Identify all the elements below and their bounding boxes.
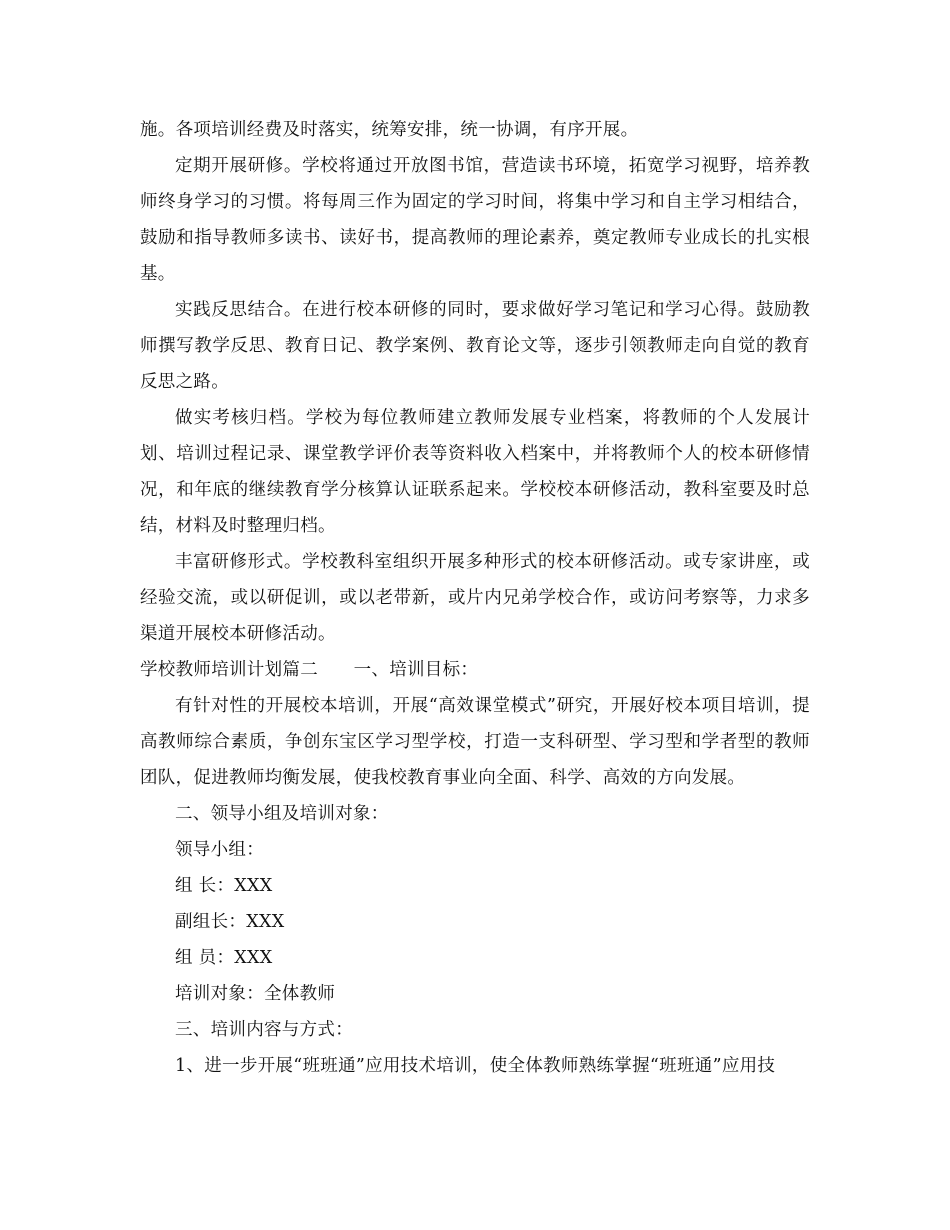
paragraph-research-forms: 丰富研修形式。学校教科室组织开展多种形式的校本研修活动。或专家讲座，或经验交流，或以研促训，或以老带新，或片内兄弟学校合作，或访问考察等，力求多渠道开展校本研修活动。 <box>140 552 810 644</box>
list-item-content-heading: 三、培训内容与方式： <box>175 1020 353 1040</box>
document-body <box>140 112 810 1084</box>
paragraph-training-goal: 有针对性的开展校本培训，开展“高效课堂模式”研究，开展好校本项目培训，提高教师综合素质，争创东宝区学习型学校，打造一支科研型、学习型和学者型的教师团队，促进教师均衡发展，使我校教育事业向全面、科学、高效的方向发展。 <box>140 696 810 788</box>
list-item-deputy-leader: 副组长：XXX <box>175 912 285 932</box>
paragraph-regular-study: 定期开展研修。学校将通过开放图书馆，营造读书环境，拓宽学习视野，培养教师终身学习的习惯。将每周三作为固定的学习时间，将集中学习和自主学习相结合，鼓励和指导教师多读书、读好书，提高教师的理论素养，奠定教师专业成长的扎实根基。 <box>140 156 810 284</box>
list-item-group-member: 组 员：XXX <box>175 948 273 968</box>
list-item-class-tech-training: 1、进一步开展“班班通”应用技术培训，使全体教师熟练掌握“班班通”应用技 <box>175 1056 776 1076</box>
paragraph-practice-reflection: 实践反思结合。在进行校本研修的同时，要求做好学习笔记和学习心得。鼓励教师撰写教学反思、教育日记、教学案例、教育论文等，逐步引领教师走向自觉的教育反思之路。 <box>140 300 810 392</box>
section-heading: 学校教师培训计划篇二 一、培训目标： <box>140 660 479 680</box>
list-item-leadership-heading: 二、领导小组及培训对象： <box>175 804 389 824</box>
paragraph-assessment-archive: 做实考核归档。学校为每位教师建立教师发展专业档案，将教师的个人发展计划、培训过程记录、课堂教学评价表等资料收入档案中，并将教师个人的校本研修情况，和年底的继续教育学分核算认证联系起来。学校校本研修活动，教科室要及时总结，材料及时整理归档。 <box>140 408 810 536</box>
list-item-training-target: 培训对象：全体教师 <box>175 984 336 1004</box>
paragraph-continuation: 施。各项培训经费及时落实，统筹安排，统一协调，有序开展。 <box>140 120 639 140</box>
list-item-group-leader: 组 长：XXX <box>175 876 273 896</box>
list-item-leadership-group: 领导小组： <box>175 840 264 860</box>
